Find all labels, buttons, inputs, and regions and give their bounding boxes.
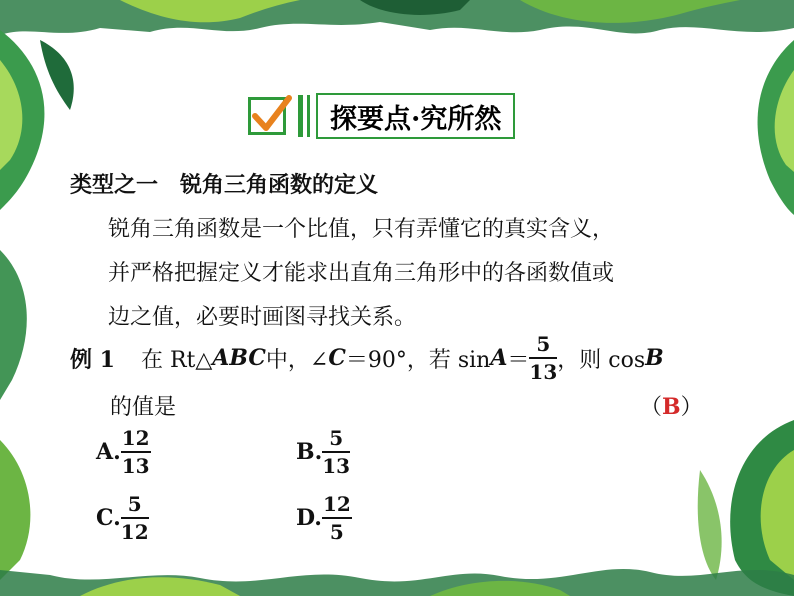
example-text-part: ＝	[507, 347, 530, 373]
section-title: 类型之一 锐角三角函数的定义	[70, 172, 379, 198]
example-label: 例 1	[70, 346, 115, 373]
option-c[interactable]: C. $\frac{5}{12}$	[96, 492, 149, 544]
angle-name: C	[328, 345, 346, 371]
heading-divider	[298, 95, 303, 137]
intro-line-3: 边之值，必要时画图寻找关系。	[108, 305, 417, 330]
heading-title: 探要点·究所然	[316, 93, 515, 139]
example-line-2: 的值是	[110, 395, 177, 420]
triangle-name: ABC	[212, 345, 266, 371]
intro-line-1: 锐角三角函数是一个比值，只有弄懂它的真实含义，	[108, 217, 615, 242]
option-d[interactable]: D. $\frac{12}{5}$	[296, 492, 351, 544]
section-heading	[248, 92, 515, 140]
answer-slot: （B）	[640, 394, 703, 420]
example-question	[70, 334, 664, 382]
heading-divider-thin	[307, 95, 310, 137]
answer-value: B	[662, 394, 681, 420]
option-b[interactable]: B. $\frac{5}{13}$	[296, 426, 351, 478]
option-a[interactable]: A. $\frac{12}{13}$	[96, 426, 150, 478]
example-text-part: ，则 cos	[557, 347, 646, 373]
fraction-sin-a: $\frac{5}{13}$	[529, 332, 558, 384]
intro-line-2: 并严格把握定义才能求出直角三角形中的各函数值或	[108, 261, 615, 286]
example-text-part: 中，∠	[265, 347, 329, 373]
example-text-part: 在 Rt△	[140, 347, 213, 373]
angle-a: A	[490, 345, 508, 371]
angle-b: B	[645, 345, 664, 371]
example-text-part: ＝90°，若 sin	[345, 347, 491, 373]
checkbox-icon	[248, 97, 286, 135]
